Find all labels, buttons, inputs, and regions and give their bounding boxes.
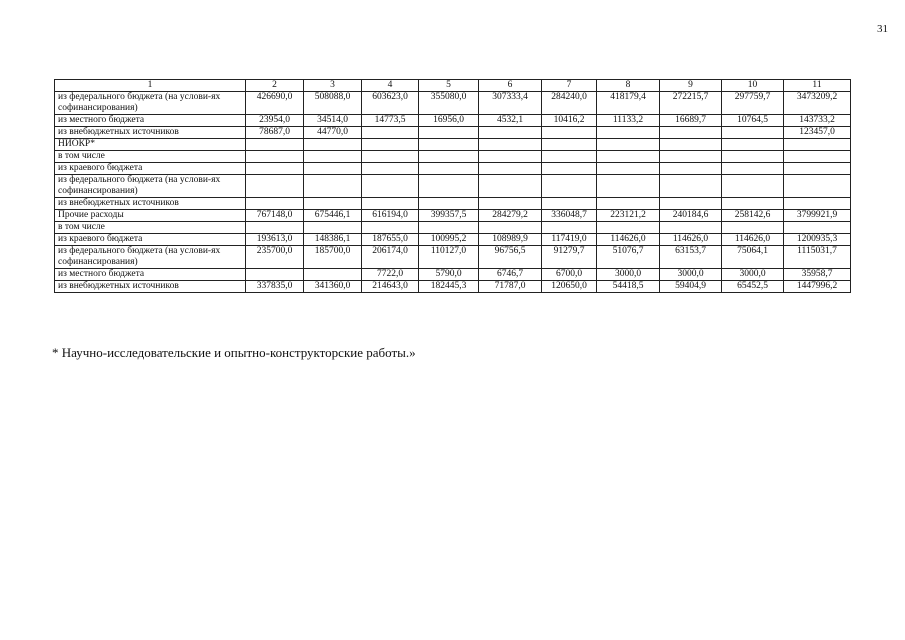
value-cell xyxy=(722,127,784,139)
value-cell: 223121,2 xyxy=(597,210,660,222)
table-body xyxy=(55,80,851,293)
value-cell: 284279,2 xyxy=(479,210,542,222)
header-cell: 6 xyxy=(479,80,542,92)
value-cell: 143733,2 xyxy=(784,115,851,127)
value-cell: 3000,0 xyxy=(660,269,722,281)
value-cell xyxy=(597,127,660,139)
value-cell xyxy=(246,198,304,210)
header-cell: 5 xyxy=(419,80,479,92)
row-label: из краевого бюджета xyxy=(55,163,246,175)
value-cell: 110127,0 xyxy=(419,246,479,269)
row-label: из внебюджетных источников xyxy=(55,281,246,293)
header-cell: 8 xyxy=(597,80,660,92)
value-cell: 1115031,7 xyxy=(784,246,851,269)
value-cell xyxy=(362,222,419,234)
value-cell: 307333,4 xyxy=(479,92,542,115)
value-cell: 7722,0 xyxy=(362,269,419,281)
value-cell xyxy=(597,175,660,198)
page-number: 31 xyxy=(877,23,888,35)
table-row xyxy=(55,151,851,163)
header-cell: 9 xyxy=(660,80,722,92)
value-cell xyxy=(597,163,660,175)
value-cell: 10416,2 xyxy=(542,115,597,127)
value-cell xyxy=(246,163,304,175)
value-cell xyxy=(479,151,542,163)
budget-table xyxy=(54,79,851,293)
value-cell xyxy=(362,198,419,210)
value-cell: 148386,1 xyxy=(304,234,362,246)
table-row xyxy=(55,281,851,293)
value-cell: 34514,0 xyxy=(304,115,362,127)
value-cell: 3000,0 xyxy=(597,269,660,281)
value-cell: 187655,0 xyxy=(362,234,419,246)
value-cell: 23954,0 xyxy=(246,115,304,127)
value-cell xyxy=(362,139,419,151)
value-cell: 603623,0 xyxy=(362,92,419,115)
table-row xyxy=(55,115,851,127)
table-row xyxy=(55,234,851,246)
value-cell: 123457,0 xyxy=(784,127,851,139)
table-row xyxy=(55,198,851,210)
value-cell: 182445,3 xyxy=(419,281,479,293)
value-cell: 3799921,9 xyxy=(784,210,851,222)
value-cell xyxy=(304,269,362,281)
row-label: НИОКР* xyxy=(55,139,246,151)
value-cell: 75064,1 xyxy=(722,246,784,269)
value-cell xyxy=(660,127,722,139)
value-cell xyxy=(722,175,784,198)
value-cell xyxy=(784,139,851,151)
value-cell xyxy=(362,127,419,139)
value-cell xyxy=(419,139,479,151)
row-label: из федерального бюджета (на услови-ях софинансирования) xyxy=(55,92,246,115)
row-label: Прочие расходы xyxy=(55,210,246,222)
value-cell xyxy=(722,198,784,210)
value-cell xyxy=(304,198,362,210)
value-cell xyxy=(419,198,479,210)
value-cell xyxy=(542,163,597,175)
value-cell: 114626,0 xyxy=(597,234,660,246)
value-cell: 1200935,3 xyxy=(784,234,851,246)
row-label: из федерального бюджета (на услови-ях софинансирования) xyxy=(55,246,246,269)
row-label: в том числе xyxy=(55,222,246,234)
value-cell xyxy=(419,163,479,175)
table-row xyxy=(55,269,851,281)
table-row xyxy=(55,127,851,139)
value-cell xyxy=(597,198,660,210)
table-row xyxy=(55,246,851,269)
value-cell: 6700,0 xyxy=(542,269,597,281)
value-cell xyxy=(784,151,851,163)
value-cell xyxy=(362,163,419,175)
value-cell: 59404,9 xyxy=(660,281,722,293)
value-cell: 206174,0 xyxy=(362,246,419,269)
value-cell xyxy=(479,222,542,234)
header-cell: 1 xyxy=(55,80,246,92)
value-cell xyxy=(722,151,784,163)
value-cell xyxy=(660,151,722,163)
value-cell: 426690,0 xyxy=(246,92,304,115)
value-cell xyxy=(542,222,597,234)
value-cell xyxy=(246,151,304,163)
value-cell: 399357,5 xyxy=(419,210,479,222)
row-label: из внебюджетных источников xyxy=(55,127,246,139)
value-cell xyxy=(597,151,660,163)
value-cell: 14773,5 xyxy=(362,115,419,127)
value-cell: 4532,1 xyxy=(479,115,542,127)
value-cell: 240184,6 xyxy=(660,210,722,222)
value-cell xyxy=(479,175,542,198)
value-cell xyxy=(542,139,597,151)
table-row xyxy=(55,163,851,175)
value-cell: 355080,0 xyxy=(419,92,479,115)
value-cell: 3473209,2 xyxy=(784,92,851,115)
value-cell xyxy=(419,222,479,234)
value-cell xyxy=(542,127,597,139)
value-cell xyxy=(660,198,722,210)
value-cell: 114626,0 xyxy=(660,234,722,246)
value-cell: 297759,7 xyxy=(722,92,784,115)
table-row xyxy=(55,175,851,198)
value-cell: 71787,0 xyxy=(479,281,542,293)
row-label: в том числе xyxy=(55,151,246,163)
value-cell: 1447996,2 xyxy=(784,281,851,293)
row-label: из внебюджетных источников xyxy=(55,198,246,210)
value-cell: 65452,5 xyxy=(722,281,784,293)
value-cell: 44770,0 xyxy=(304,127,362,139)
footnote: * Научно-исследовательские и опытно-конструкторские работы.» xyxy=(52,345,416,360)
value-cell: 54418,5 xyxy=(597,281,660,293)
value-cell: 235700,0 xyxy=(246,246,304,269)
value-cell xyxy=(784,198,851,210)
value-cell xyxy=(660,175,722,198)
value-cell: 96756,5 xyxy=(479,246,542,269)
value-cell xyxy=(597,139,660,151)
value-cell: 341360,0 xyxy=(304,281,362,293)
value-cell xyxy=(479,198,542,210)
value-cell xyxy=(722,139,784,151)
value-cell xyxy=(660,222,722,234)
row-label: из федерального бюджета (на услови-ях софинансирования) xyxy=(55,175,246,198)
value-cell xyxy=(304,175,362,198)
value-cell: 35958,7 xyxy=(784,269,851,281)
value-cell: 114626,0 xyxy=(722,234,784,246)
value-cell xyxy=(304,151,362,163)
table-row xyxy=(55,210,851,222)
value-cell: 16689,7 xyxy=(660,115,722,127)
header-cell: 7 xyxy=(542,80,597,92)
value-cell: 11133,2 xyxy=(597,115,660,127)
value-cell xyxy=(246,222,304,234)
value-cell xyxy=(784,163,851,175)
value-cell: 100995,2 xyxy=(419,234,479,246)
value-cell xyxy=(542,151,597,163)
value-cell: 6746,7 xyxy=(479,269,542,281)
value-cell: 616194,0 xyxy=(362,210,419,222)
value-cell xyxy=(542,175,597,198)
value-cell xyxy=(419,175,479,198)
value-cell: 91279,7 xyxy=(542,246,597,269)
header-cell: 11 xyxy=(784,80,851,92)
value-cell: 258142,6 xyxy=(722,210,784,222)
table-row xyxy=(55,139,851,151)
header-cell: 10 xyxy=(722,80,784,92)
value-cell: 10764,5 xyxy=(722,115,784,127)
table-row xyxy=(55,92,851,115)
value-cell xyxy=(419,127,479,139)
value-cell xyxy=(479,127,542,139)
value-cell xyxy=(304,222,362,234)
value-cell: 51076,7 xyxy=(597,246,660,269)
value-cell xyxy=(542,198,597,210)
value-cell: 3000,0 xyxy=(722,269,784,281)
value-cell: 336048,7 xyxy=(542,210,597,222)
value-cell xyxy=(784,175,851,198)
value-cell: 63153,7 xyxy=(660,246,722,269)
value-cell: 337835,0 xyxy=(246,281,304,293)
value-cell: 117419,0 xyxy=(542,234,597,246)
value-cell: 214643,0 xyxy=(362,281,419,293)
row-label: из местного бюджета xyxy=(55,115,246,127)
value-cell xyxy=(479,163,542,175)
value-cell xyxy=(722,163,784,175)
header-cell: 3 xyxy=(304,80,362,92)
value-cell: 272215,7 xyxy=(660,92,722,115)
value-cell: 193613,0 xyxy=(246,234,304,246)
value-cell: 675446,1 xyxy=(304,210,362,222)
row-label: из краевого бюджета xyxy=(55,234,246,246)
header-cell: 2 xyxy=(246,80,304,92)
value-cell: 108989,9 xyxy=(479,234,542,246)
value-cell xyxy=(246,175,304,198)
value-cell: 185700,0 xyxy=(304,246,362,269)
value-cell: 284240,0 xyxy=(542,92,597,115)
header-cell: 4 xyxy=(362,80,419,92)
table-row xyxy=(55,222,851,234)
value-cell: 418179,4 xyxy=(597,92,660,115)
value-cell xyxy=(304,163,362,175)
value-cell xyxy=(246,139,304,151)
value-cell xyxy=(597,222,660,234)
table-header-row xyxy=(55,80,851,92)
value-cell xyxy=(660,163,722,175)
value-cell xyxy=(362,151,419,163)
value-cell xyxy=(784,222,851,234)
value-cell: 120650,0 xyxy=(542,281,597,293)
value-cell xyxy=(660,139,722,151)
value-cell: 16956,0 xyxy=(419,115,479,127)
value-cell: 508088,0 xyxy=(304,92,362,115)
value-cell xyxy=(479,139,542,151)
value-cell xyxy=(362,175,419,198)
value-cell: 767148,0 xyxy=(246,210,304,222)
value-cell xyxy=(304,139,362,151)
value-cell: 5790,0 xyxy=(419,269,479,281)
value-cell: 78687,0 xyxy=(246,127,304,139)
value-cell xyxy=(722,222,784,234)
value-cell xyxy=(419,151,479,163)
row-label: из местного бюджета xyxy=(55,269,246,281)
value-cell xyxy=(246,269,304,281)
